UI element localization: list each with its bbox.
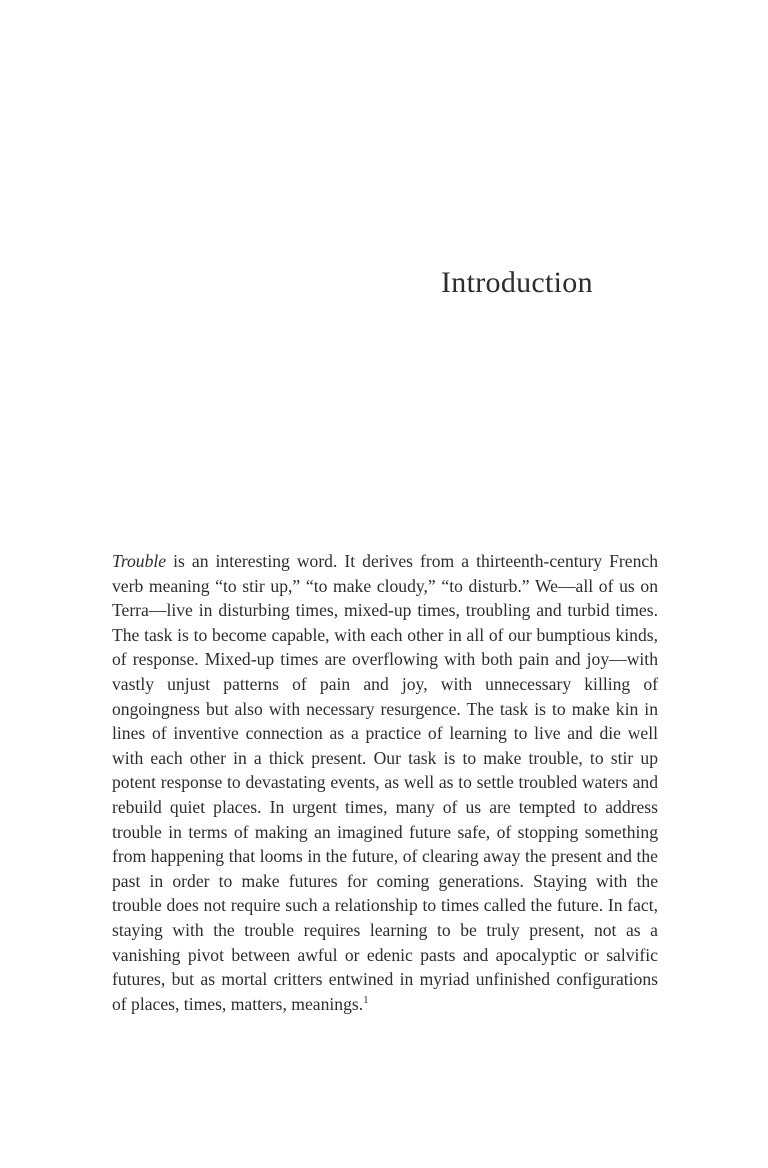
body-paragraph — [112, 549, 658, 1016]
lead-word-italic: Trouble — [112, 551, 167, 571]
paragraph-text: is an interesting word. It derives from a thirteenth-century French verb meaning “to stir up,” “to make cloudy,” “to disturb.” We—all of us on Terra—live in disturbing times, mixed-up times, troubling and turbid times. The task is to become capable, with each other in all of our bumptious kinds, of response. Mixed-up times are overflowing with both pain and joy—with vastly unjust patterns of pain and joy, with unnecessary killing of ongoingness but also with necessary resurgence. The task is to make kin in lines of inventive connection as a practice of learning to live and die well with each other in a thick present. Our task is to make trouble, to stir up potent response to devastating events, as well as to settle troubled waters and rebuild quiet places. In urgent times, many of us are tempted to address trouble in terms of making an imagined future safe, of stopping something from happening that looms in the future, of clearing away the present and the past in order to make futures for coming generations. Staying with the trouble does not require such a relationship to times called the future. In fact, staying with the trouble requires learning to be truly present, not as a vanishing pivot between awful or edenic pasts and apocalyptic or salvific futures, but as mortal critters entwined in myriad unfinished configurations of places, times, matters, meanings. — [112, 551, 658, 1014]
chapter-title: Introduction — [441, 266, 593, 299]
footnote-marker: 1 — [363, 993, 369, 1006]
